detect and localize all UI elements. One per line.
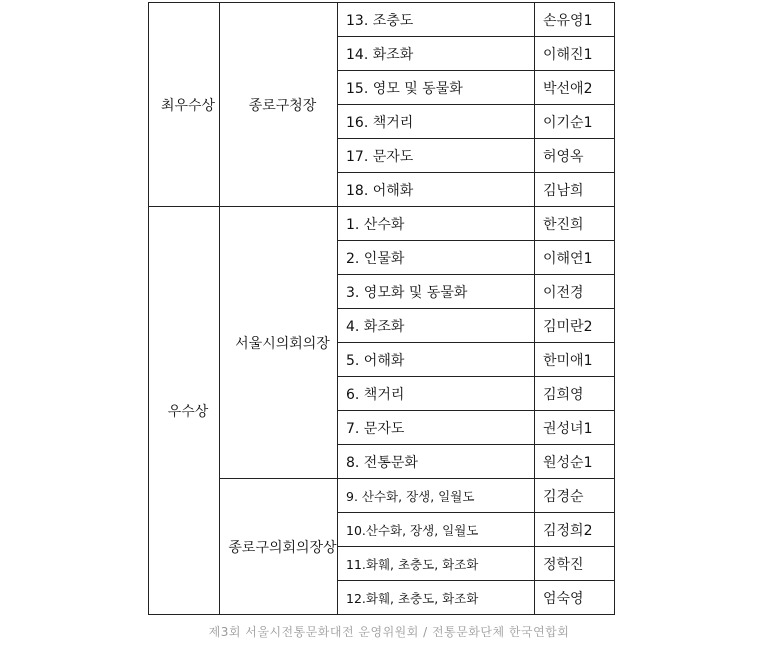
work-title-cell: 1. 산수화 bbox=[338, 207, 535, 241]
winner-name-cell: 이해연1 bbox=[535, 241, 615, 275]
award-org-cell: 종로구의회의장상 bbox=[220, 479, 338, 615]
work-title-cell: 14. 화조화 bbox=[338, 37, 535, 71]
work-title-cell: 7. 문자도 bbox=[338, 411, 535, 445]
winner-name-cell: 정학진 bbox=[535, 547, 615, 581]
winner-name-cell: 이기순1 bbox=[535, 105, 615, 139]
winner-name-cell: 손유영1 bbox=[535, 3, 615, 37]
work-title-cell: 15. 영모 및 동물화 bbox=[338, 71, 535, 105]
work-title-cell: 17. 문자도 bbox=[338, 139, 535, 173]
work-title-cell: 18. 어해화 bbox=[338, 173, 535, 207]
winner-name-cell: 김미란2 bbox=[535, 309, 615, 343]
winner-name-cell: 김남희 bbox=[535, 173, 615, 207]
work-title-cell: 9. 산수화, 장생, 일월도 bbox=[338, 479, 535, 513]
work-title-cell: 4. 화조화 bbox=[338, 309, 535, 343]
footer-text: 제3회 서울시전통문화대전 운영위원회 / 전통문화단체 한국연합회 bbox=[208, 625, 570, 639]
awards-table bbox=[148, 2, 615, 615]
work-title-cell: 11.화훼, 초충도, 화조화 bbox=[338, 547, 535, 581]
work-title-cell: 6. 책거리 bbox=[338, 377, 535, 411]
winner-name-cell: 한진희 bbox=[535, 207, 615, 241]
work-title-cell: 8. 전통문화 bbox=[338, 445, 535, 479]
work-title-cell: 5. 어해화 bbox=[338, 343, 535, 377]
work-title-cell: 10.산수화, 장생, 일월도 bbox=[338, 513, 535, 547]
winner-name-cell: 김경순 bbox=[535, 479, 615, 513]
winner-name-cell: 이전경 bbox=[535, 275, 615, 309]
winner-name-cell: 권성녀1 bbox=[535, 411, 615, 445]
winner-name-cell: 엄숙영 bbox=[535, 581, 615, 615]
work-title-cell: 13. 조충도 bbox=[338, 3, 535, 37]
award-org-cell: 서울시의회의장 bbox=[220, 207, 338, 479]
work-title-cell: 16. 책거리 bbox=[338, 105, 535, 139]
winner-name-cell: 원성순1 bbox=[535, 445, 615, 479]
prize-cell: 우수상 bbox=[149, 207, 220, 615]
awards-table-body bbox=[149, 3, 615, 615]
work-title-cell: 2. 인물화 bbox=[338, 241, 535, 275]
winner-name-cell: 한미애1 bbox=[535, 343, 615, 377]
winner-name-cell: 허영옥 bbox=[535, 139, 615, 173]
winner-name-cell: 박선애2 bbox=[535, 71, 615, 105]
award-org-cell: 종로구청장 bbox=[220, 3, 338, 207]
work-title-cell: 12.화훼, 초충도, 화조화 bbox=[338, 581, 535, 615]
table-row bbox=[149, 207, 615, 241]
winner-name-cell: 김희영 bbox=[535, 377, 615, 411]
table-row bbox=[149, 3, 615, 37]
winner-name-cell: 김정희2 bbox=[535, 513, 615, 547]
winner-name-cell: 이해진1 bbox=[535, 37, 615, 71]
prize-cell: 최우수상 bbox=[149, 3, 220, 207]
work-title-cell: 3. 영모화 및 동물화 bbox=[338, 275, 535, 309]
